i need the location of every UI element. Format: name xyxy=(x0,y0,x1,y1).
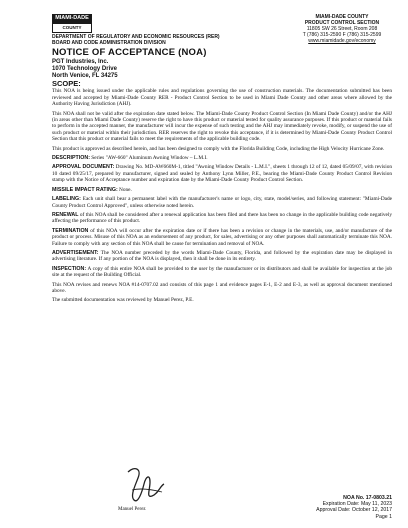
document-body xyxy=(52,81,392,307)
termination-text: of this NOA will occur after the expiration date or if there has been a revision or change in the materials, use, and/or manufacture of the product or process. Misuse of this NOA as an endorsement of any product, for sales, advertising or any other purposes shall automatically terminate this NOA. Failure to comply with any section of this NOA shall be cause for termination and removal of NOA. xyxy=(52,227,393,247)
renewal-text: of this NOA shall be considered after a renewal application has been filed and there has been no change in the applicable building code negatively affecting the performance of this product. xyxy=(52,211,392,225)
noa-footer xyxy=(292,495,392,520)
description-text: Series "AW-660" Aluminum Awning Window – L.M.I. xyxy=(91,155,208,162)
dept-line-2: BOARD AND CODE ADMINISTRATION DIVISION xyxy=(52,40,166,46)
approval-date: Approval Date: October 12, 2017 xyxy=(316,507,392,514)
termination-section xyxy=(52,228,392,247)
labeling-text: Each unit shall bear a permanent label with the manufacturer's name or logo, city, state, model/series, and following statement: "Miami-Dade County Product Control Approved", unless otherwise noted herein. xyxy=(52,196,392,209)
noa-number: NOA No. 17-0803.21 xyxy=(343,495,392,501)
scope-paragraph-3: This product is approved as described herein, and has been designed to comply with the Florida Building Code, including the High Velocity Hurricane Zone. xyxy=(52,145,385,152)
product-control-header xyxy=(292,14,392,44)
phone-fax: T (786) 315-2590 F (786) 315-2599 xyxy=(302,32,382,38)
page-number: Page 1 xyxy=(375,513,392,520)
advertisement-text: The NOA number preceded by the words Miami-Dade County, Florida, and followed by the expiration date may be displayed in advertising literature. If any portion of the NOA is displayed, then it shall be done in its entirety. xyxy=(52,249,392,263)
company-name: PGT Industries, Inc. xyxy=(52,59,109,65)
approval-text: Drawing No. MD-AW660M-1, titled "Awning Window Details - L.M.I.", sheets 1 through 12 of 12, dated 05/09/07, with revision 10 dated 09/25/17, prepared by manufacturer, signed and sealed by Anthony Lynn Miller, P.E., bearing the Miami-Dade County Product Control Revision stamp with the Notice of Acceptance number and expiration date by the Miami-Dade County Product Control Section. xyxy=(52,164,392,184)
logo-top-text: MIAMI-DADE xyxy=(55,15,89,21)
advertisement-label: ADVERTISEMENT: xyxy=(52,249,99,256)
description-label: DESCRIPTION: xyxy=(52,155,90,162)
page-title: NOTICE OF ACCEPTANCE (NOA) xyxy=(52,47,207,58)
closing-paragraph-2: The submitted documentation was reviewed by Manuel Perez, P.E. xyxy=(52,297,194,304)
section-name: PRODUCT CONTROL SECTION xyxy=(304,20,380,26)
logo-bottom-text: COUNTY xyxy=(52,23,92,33)
inspection-text: A copy of this entire NOA shall be provided to the user by the manufacturer or its distributors and shall be available for inspection at the job site at the request of the Building Official. xyxy=(52,265,392,279)
city-state-zip: North Venice, FL 34275 xyxy=(52,72,118,79)
office-address: 11805 SW 26 Street, Room 208 xyxy=(306,26,378,32)
labeling-label: LABELING: xyxy=(52,196,81,203)
termination-label: TERMINATION xyxy=(52,227,89,234)
renewal-section xyxy=(52,212,392,225)
website-link[interactable]: www.miamidade.gov/economy xyxy=(308,38,376,44)
scope-paragraph-2: This NOA shall not be valid after the expiration date stated below. The Miami-Dade County Product Control Section (In Miami Dade County) and/or the AHJ (in areas other than Miami Dade County) reserve the right to have this product or material tested for quality assurance purposes. If this product or material fails to perform in the accepted manner, the manufacturer will incur the expense of such testing and the AHJ may immediately revoke, modify, or suspend the use of such product or material within their jurisdiction. RER reserves the right to revoke this acceptance, if it is determined by Miami-Dade County Product Control Section that this product or material fails to meet the requirements of the applicable building code. xyxy=(52,110,392,143)
dept-line-1: DEPARTMENT OF REGULATORY AND ECONOMIC RESOURCES (RER) xyxy=(52,34,220,40)
department-block xyxy=(52,34,220,46)
expiration-date: Expiration Date: May 11, 2023 xyxy=(322,501,392,508)
missile-label: MISSILE IMPACT RATING: xyxy=(52,186,118,193)
street-address: 1070 Technology Drive xyxy=(52,65,117,72)
renewal-label: RENEWAL xyxy=(52,211,79,218)
county-name: MIAMI-DADE COUNTY xyxy=(315,14,369,20)
labeling-section xyxy=(52,196,392,209)
scope-paragraph-1: This NOA is being issued under the applicable rules and regulations governing the use of construction materials. The documentation submitted has been reviewed and accepted by Miami-Dade County RER - Product Control Section to be used in Miami Dade County and other areas where allowed by the Authority Having Jurisdiction (AHJ). xyxy=(52,88,392,108)
signature-icon xyxy=(120,462,170,508)
miami-dade-logo xyxy=(52,14,92,32)
approval-label: APPROVAL DOCUMENT: xyxy=(52,164,115,171)
missile-text: None. xyxy=(119,186,132,193)
inspection-section xyxy=(52,266,392,279)
recipient-address xyxy=(52,59,118,79)
scope-heading: SCOPE: xyxy=(52,79,81,88)
signature-caption: Manuel Perez xyxy=(118,507,146,512)
missile-section xyxy=(52,187,392,193)
advertisement-section xyxy=(52,250,392,263)
description-section xyxy=(52,155,392,161)
inspection-label: INSPECTION: xyxy=(52,265,87,272)
approval-section xyxy=(52,164,392,183)
closing-paragraph-1: This NOA revises and renews NOA #14-0707.02 and consists of this page 1 and evidence pages E-1, E-2 and E-3, as well as approval document mentioned above. xyxy=(52,281,392,294)
